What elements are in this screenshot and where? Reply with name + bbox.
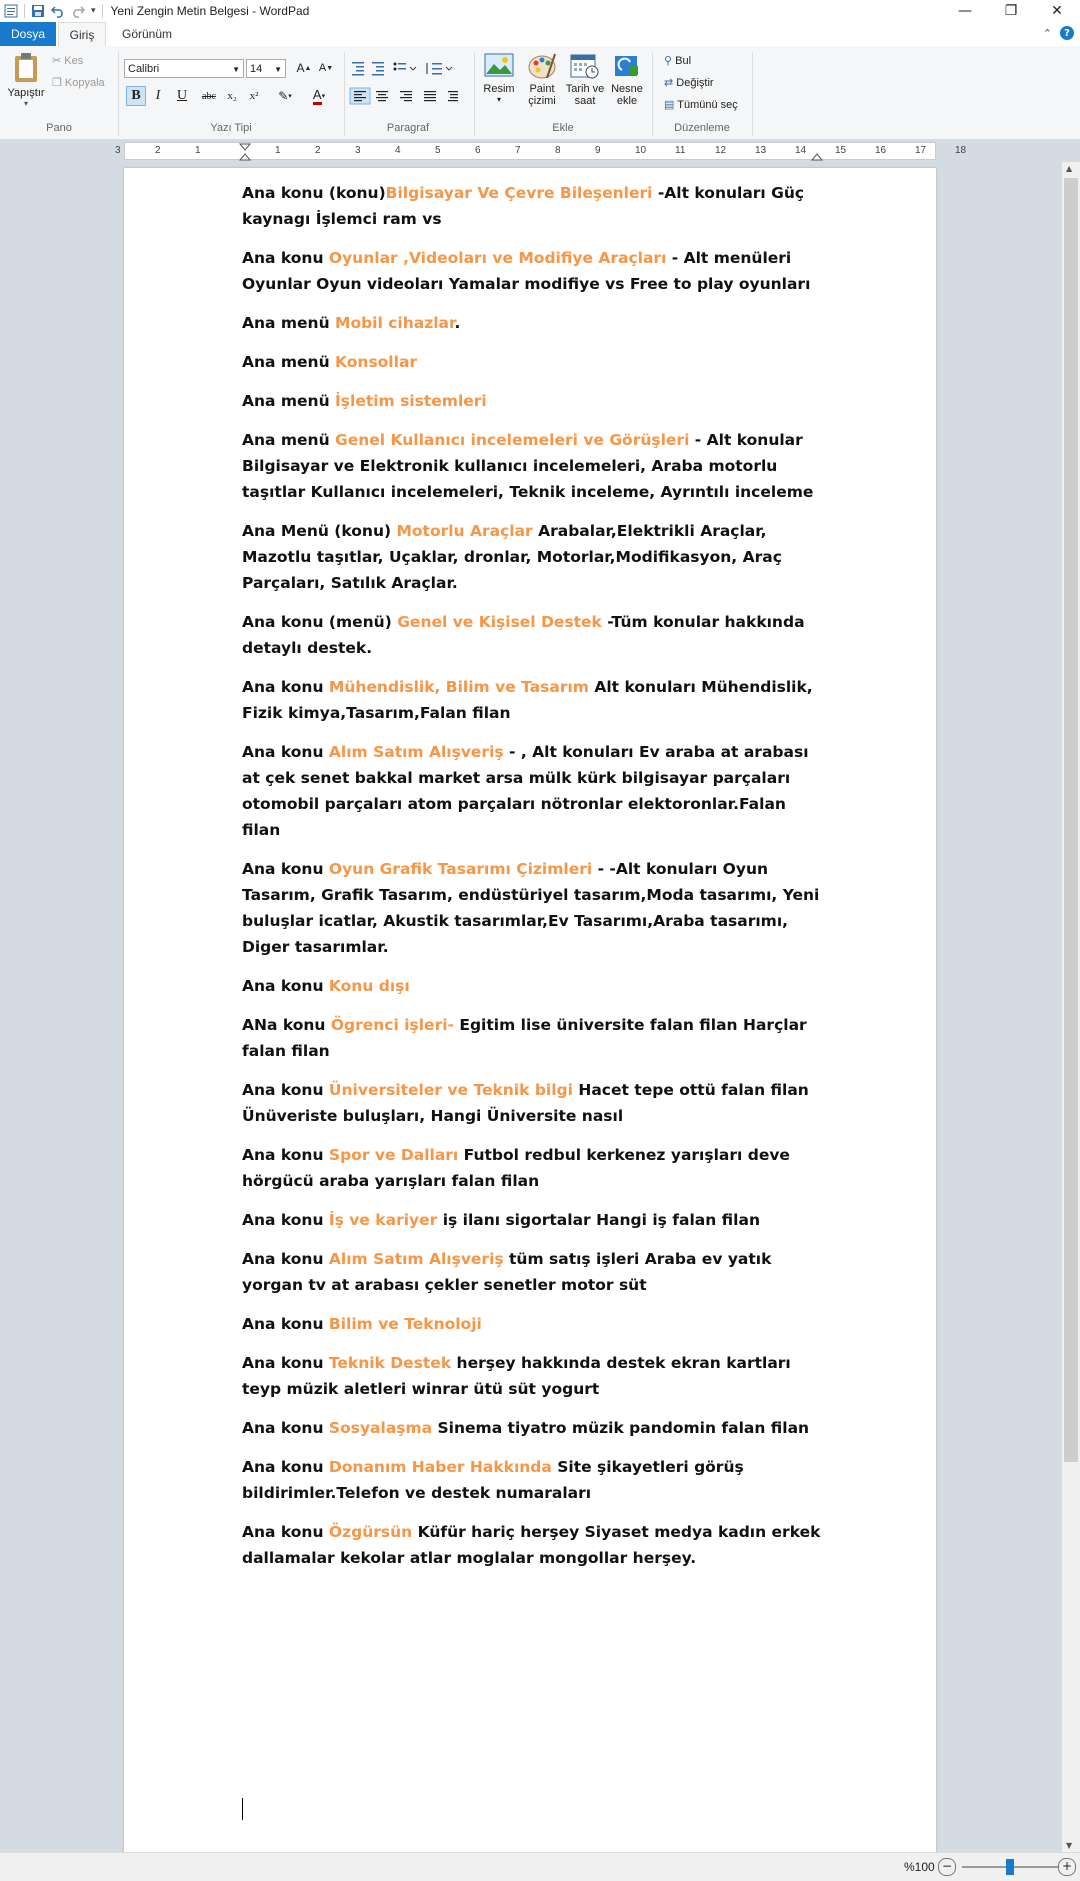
chevron-down-icon: ▼	[274, 65, 282, 74]
ruler-number: 11	[675, 145, 686, 156]
font-size-select[interactable]	[246, 59, 286, 78]
font-size-value: 14	[250, 63, 263, 75]
paragraph-text: Alt konuları Mühendislik, Fizik kimya,Tasarım,Falan filan	[242, 678, 813, 722]
status-bar	[0, 1852, 1080, 1881]
find-button[interactable]	[664, 54, 691, 67]
ruler-number: 4	[395, 145, 401, 156]
paragraph-text: Ana konu	[242, 1250, 329, 1268]
highlight-color-button[interactable]: ✎ ▾	[278, 88, 292, 103]
align-right-icon[interactable]	[400, 91, 412, 101]
paragraph-top-row	[350, 60, 474, 76]
tab-file[interactable]: Dosya	[0, 22, 56, 46]
line-spacing-icon[interactable]	[427, 63, 452, 75]
paragraph-text: Ana menü	[242, 353, 336, 371]
insert-object-button[interactable]	[608, 52, 646, 107]
paragraph[interactable]	[242, 427, 826, 505]
paint-label-line2: çizimi	[528, 95, 556, 107]
paragraph[interactable]	[242, 1311, 826, 1337]
binoculars-icon: ⚲	[664, 55, 676, 67]
bullet-list-icon[interactable]	[394, 63, 417, 71]
ruler-number: 2	[315, 145, 321, 156]
align-center-icon[interactable]	[376, 91, 388, 101]
object-label-line1: Nesne	[611, 83, 643, 95]
font-color-button[interactable]: A ▾	[304, 86, 334, 106]
paste-label: Yapıştır	[7, 87, 45, 99]
font-family-value: Calibri	[128, 63, 160, 75]
chevron-down-icon: ▼	[232, 65, 240, 74]
ruler-number: 16	[875, 145, 887, 156]
paragraph-text: - Alt menüleri Oyunlar Oyun videoları Yamalar modifiye vs Free to play oyunları	[242, 249, 811, 293]
find-label: Bul	[675, 55, 692, 67]
ruler[interactable]	[115, 142, 967, 160]
paragraph-text: Ana menü	[242, 314, 336, 332]
ruler-number: 14	[795, 145, 807, 156]
paragraph[interactable]	[242, 1012, 826, 1064]
indent-marker-icon[interactable]	[239, 143, 251, 161]
replace-label: Değiştir	[676, 77, 714, 89]
ruler-number: 9	[595, 145, 601, 156]
paragraph[interactable]	[242, 1415, 826, 1441]
topic-title: Alım Satım Alışveriş	[328, 1250, 504, 1268]
ruler-number: 3	[115, 145, 121, 156]
topic-title: Konu dışı	[328, 977, 410, 995]
topic-title: Konsollar	[335, 353, 418, 371]
paragraph-text: Ana konu	[242, 860, 329, 878]
paragraph-text: Ana menü	[242, 431, 336, 449]
paragraph[interactable]	[242, 674, 826, 726]
paragraph-text: Ana konu	[242, 1146, 329, 1164]
font-color-icon: A	[313, 88, 322, 105]
topic-title: Alım Satım Alışveriş	[328, 743, 504, 761]
paint-drawing-button[interactable]	[522, 52, 562, 107]
paragraph-group-label: Paragraf	[386, 122, 430, 134]
paragraph-text: Ana konu	[242, 1523, 329, 1541]
paragraph[interactable]	[242, 609, 826, 661]
select-all-button[interactable]	[664, 98, 738, 111]
paragraph-text: Futbol redbul kerkenez yarışları deve hörgücü araba yarışları falan filan	[242, 1146, 790, 1190]
redo-icon[interactable]	[71, 4, 85, 18]
title-bar	[0, 0, 1080, 22]
paragraph-text: Ana konu	[242, 1081, 329, 1099]
paragraph-text: -Tüm konular hakkında detaylı destek.	[242, 613, 805, 657]
quick-access-toolbar	[0, 4, 103, 18]
paragraph[interactable]	[242, 388, 826, 414]
paragraph[interactable]	[242, 310, 826, 336]
paragraph[interactable]	[242, 856, 826, 960]
alignment-row	[350, 88, 474, 104]
copy-label: Kopyala	[64, 77, 105, 89]
italic-button[interactable]: I	[155, 88, 161, 103]
scroll-up-icon[interactable]: ▲	[1066, 164, 1073, 173]
highlighter-icon: ✎	[278, 88, 289, 103]
grow-font-button[interactable]: A ▲	[296, 61, 312, 75]
paragraph-text: ANa konu	[242, 1016, 331, 1034]
paragraph-text: iş ilanı sigortalar Hangi iş falan filan	[437, 1211, 760, 1229]
ribbon-tabs	[0, 22, 1080, 47]
paragraph[interactable]	[242, 1519, 826, 1571]
paragraph-text: Site şikayetleri görüş bildirimler.Telefon ve destek numaraları	[242, 1458, 744, 1502]
paragraph-text: Ana konu	[242, 977, 329, 995]
increase-indent-icon[interactable]	[372, 62, 384, 76]
topic-title: İşletim sistemleri	[335, 392, 487, 410]
topic-title: İş ve kariyer	[328, 1211, 438, 1229]
paragraph[interactable]	[242, 1454, 826, 1506]
topic-title: Sosyalaşma	[328, 1419, 433, 1437]
ruler-number: 6	[475, 145, 481, 156]
topic-title: Genel Kullanıcı incelemeleri ve Görüşleri	[335, 431, 690, 449]
object-icon	[612, 52, 642, 80]
zoom-level: %100	[904, 1860, 935, 1874]
ruler-number: 15	[835, 145, 847, 156]
topic-title: Mobil cihazlar	[335, 314, 455, 332]
topic-title: Bilgisayar Ve Çevre Bileşenleri	[385, 184, 653, 202]
paragraph-text: tüm satış işleri Araba ev yatık yorgan tv at arabası çekler senetler motor süt	[242, 1250, 772, 1294]
paragraph-text: Ana konu (konu)	[242, 184, 386, 202]
paragraph-text: Ana konu	[242, 249, 329, 267]
paragraph[interactable]	[242, 973, 826, 999]
justify-icon[interactable]	[424, 91, 436, 101]
cut-label: Kes	[64, 55, 84, 67]
tab-home[interactable]: Giriş	[58, 22, 106, 46]
ruler-number: 2	[155, 145, 161, 156]
paragraph-text: Ana Menü (konu)	[242, 522, 397, 540]
text-caret	[242, 1798, 243, 1820]
ruler-number: 17	[915, 145, 927, 156]
collapse-ribbon-icon[interactable]: ⌃	[1042, 26, 1052, 40]
ribbon	[0, 46, 1080, 140]
paragraph-text: Ana konu	[242, 743, 329, 761]
ruler-number: 1	[195, 145, 201, 156]
save-icon[interactable]	[31, 4, 45, 18]
ruler-number: 3	[355, 145, 361, 156]
paragraph-text: herşey hakkında destek ekran kartları teyp müzik aletleri winrar ütü süt yogurt	[242, 1354, 791, 1398]
paragraph-text: Ana konu	[242, 1354, 329, 1372]
ruler-number: 1	[275, 145, 281, 156]
paragraph-text: Hacet tepe ottü falan filan Ünüveriste buluşları, Hangi Üniversite nasıl	[242, 1081, 809, 1125]
ruler-number: 13	[755, 145, 767, 156]
ribbon-right-icons	[1043, 26, 1074, 40]
paragraph[interactable]	[242, 180, 826, 232]
ruler-number: 8	[555, 145, 561, 156]
paragraph-text: Ana konu (menü)	[242, 613, 398, 631]
shrink-font-button[interactable]: A ▼	[318, 62, 334, 74]
minimize-button[interactable]: —	[958, 3, 972, 19]
paragraph-text: Ana konu	[242, 1419, 329, 1437]
paste-button[interactable]: Yapıştır ▾	[6, 52, 46, 108]
topic-title: Donanım Haber Hakkında	[328, 1458, 552, 1476]
ruler-number: 12	[715, 145, 727, 156]
copy-icon: ❐	[52, 77, 65, 89]
document-text[interactable]	[242, 180, 826, 1584]
topic-title: Üniversiteler ve Teknik bilgi	[328, 1081, 573, 1099]
paragraph[interactable]	[242, 1246, 826, 1298]
insert-datetime-button[interactable]	[562, 52, 608, 107]
select-all-label: Tümünü seç	[677, 99, 738, 111]
picture-label: Resim	[483, 83, 515, 95]
topic-title: Oyunlar ,Videoları ve Modifiye Araçları	[328, 249, 667, 267]
paragraph[interactable]	[242, 1077, 826, 1129]
paragraph-text: Küfür hariç herşey Siyaset medya kadın erkek dallamalar kekolar atlar moglalar mongollar herşey.	[242, 1523, 821, 1567]
font-group-label: Yazı Tipi	[210, 122, 252, 134]
separator	[752, 52, 753, 136]
scrollbar-thumb[interactable]	[1064, 178, 1078, 1462]
close-button[interactable]: ✕	[1051, 3, 1063, 19]
select-all-icon: ▤	[664, 99, 678, 111]
topic-title: Özgürsün	[328, 1523, 413, 1541]
paragraph-text: Ana konu	[242, 1211, 329, 1229]
paragraph-text: Ana menü	[242, 392, 336, 410]
paint-palette-icon	[527, 52, 557, 80]
paragraph-text: - -Alt konuları Oyun Tasarım, Grafik Tasarım, endüstüriyel tasarım,Moda tasarımı, Yeni buluşlar icatlar, Akustik tasarımlar,Ev Tasarımı,Araba tasarımı, Diger tasarımlar.	[242, 860, 820, 956]
ruler-number: 18	[955, 145, 967, 156]
scroll-down-icon[interactable]: ▼	[1066, 1841, 1073, 1850]
right-indent-marker-icon[interactable]	[811, 147, 823, 161]
decrease-indent-icon[interactable]	[352, 62, 364, 76]
paragraph[interactable]	[242, 739, 826, 843]
scissors-icon: ✂	[52, 55, 65, 67]
object-label-line2: ekle	[616, 95, 638, 107]
paragraph-text: Egitim lise üniversite falan filan Harçlar falan filan	[242, 1016, 807, 1060]
paragraph[interactable]	[242, 1142, 826, 1194]
document-page[interactable]	[124, 168, 936, 1868]
paragraph[interactable]	[242, 349, 826, 375]
subscript-button[interactable]: x₂	[227, 90, 237, 102]
insert-picture-button[interactable]: Resim ▾	[480, 52, 518, 104]
topic-title: Bilim ve Teknoloji	[328, 1315, 482, 1333]
topic-title: Spor ve Dalları	[328, 1146, 459, 1164]
ruler-number: 5	[435, 145, 441, 156]
undo-icon[interactable]	[51, 4, 65, 18]
replace-icon: ⇄	[664, 77, 677, 89]
clipboard-icon	[12, 52, 40, 84]
paragraph[interactable]	[242, 1350, 826, 1402]
paint-label-line1: Paint	[529, 83, 555, 95]
paragraph-text: - Alt konular Bilgisayar ve Elektronik kullanıcı incelemeleri, Araba motorlu taşıtlar Kullanıcı incelemeleri, Teknik inceleme, Ayrıntılı inceleme	[242, 431, 814, 501]
topic-title: Oyun Grafik Tasarımı Çizimleri	[328, 860, 593, 878]
bold-button[interactable]: B	[126, 86, 146, 106]
paragraph-text: Ana konu	[242, 1315, 329, 1333]
topic-title: Motorlu Araçlar	[396, 522, 533, 540]
topic-title: Mühendislik, Bilim ve Tasarım	[328, 678, 589, 696]
paragraph-text: Ana konu	[242, 678, 329, 696]
datetime-label-line2: saat	[574, 95, 596, 107]
cut-button[interactable]	[52, 54, 83, 67]
paragraph-text: .	[454, 314, 461, 332]
replace-button[interactable]	[664, 76, 714, 89]
font-family-select[interactable]	[124, 59, 244, 78]
zoom-in-button[interactable]: +	[1058, 1858, 1076, 1876]
superscript-button[interactable]: x²	[249, 90, 259, 102]
strikethrough-button[interactable]: abc	[202, 90, 216, 102]
paragraph-settings-icon[interactable]	[448, 91, 458, 101]
paragraph-text: Ana konu	[242, 1458, 329, 1476]
vertical-scrollbar[interactable]	[1062, 162, 1080, 1852]
paragraph[interactable]	[242, 1207, 826, 1233]
picture-icon	[484, 52, 514, 80]
paragraph-text: -Alt konuları Güç kaynagı İşlemci ram vs	[242, 184, 805, 228]
paragraph[interactable]	[242, 245, 826, 297]
topic-title: Ögrenci işleri-	[330, 1016, 454, 1034]
window-controls	[942, 0, 1080, 22]
customize-qat-icon[interactable]: ▾	[91, 6, 96, 16]
zoom-out-button[interactable]: −	[938, 1858, 956, 1876]
insert-group-label: Ekle	[552, 122, 574, 134]
clipboard-group-label: Pano	[46, 122, 72, 134]
tab-view[interactable]: Görünüm	[121, 26, 173, 41]
ruler-number: 7	[515, 145, 521, 156]
window-title: Yeni Zengin Metin Belgesi - WordPad	[110, 4, 310, 18]
maximize-button[interactable]: ❐	[1004, 3, 1018, 19]
calendar-clock-icon	[570, 52, 600, 80]
topic-title: Teknik Destek	[328, 1354, 452, 1372]
wordpad-app-icon[interactable]	[4, 4, 18, 18]
paragraph[interactable]	[242, 518, 826, 596]
datetime-label-line1: Tarih ve	[565, 83, 605, 95]
ruler-number: 10	[635, 145, 647, 156]
paragraph-text: Sinema tiyatro müzik pandomin falan filan	[432, 1419, 810, 1437]
paragraph-text: - , Alt konuları Ev araba at arabası at çek senet bakkal market arsa mülk kürk bilgisayar parçaları otomobil parçaları atom parçaları nötronlar elektoronlar.Falan filan	[242, 743, 809, 839]
paragraph-text: Arabalar,Elektrikli Araçlar, Mazotlu taşıtlar, Uçaklar, dronlar, Motorlar,Modifikasyon, Araç Parçaları, Satılık Araçlar.	[242, 522, 782, 592]
document-area	[0, 162, 1062, 1852]
topic-title: Genel ve Kişisel Destek	[397, 613, 602, 631]
underline-button[interactable]: U	[176, 88, 188, 103]
zoom-slider-thumb[interactable]	[1006, 1859, 1014, 1875]
copy-button[interactable]	[52, 76, 105, 89]
editing-group-label: Düzenleme	[674, 122, 730, 134]
help-icon[interactable]: ?	[1060, 26, 1074, 40]
